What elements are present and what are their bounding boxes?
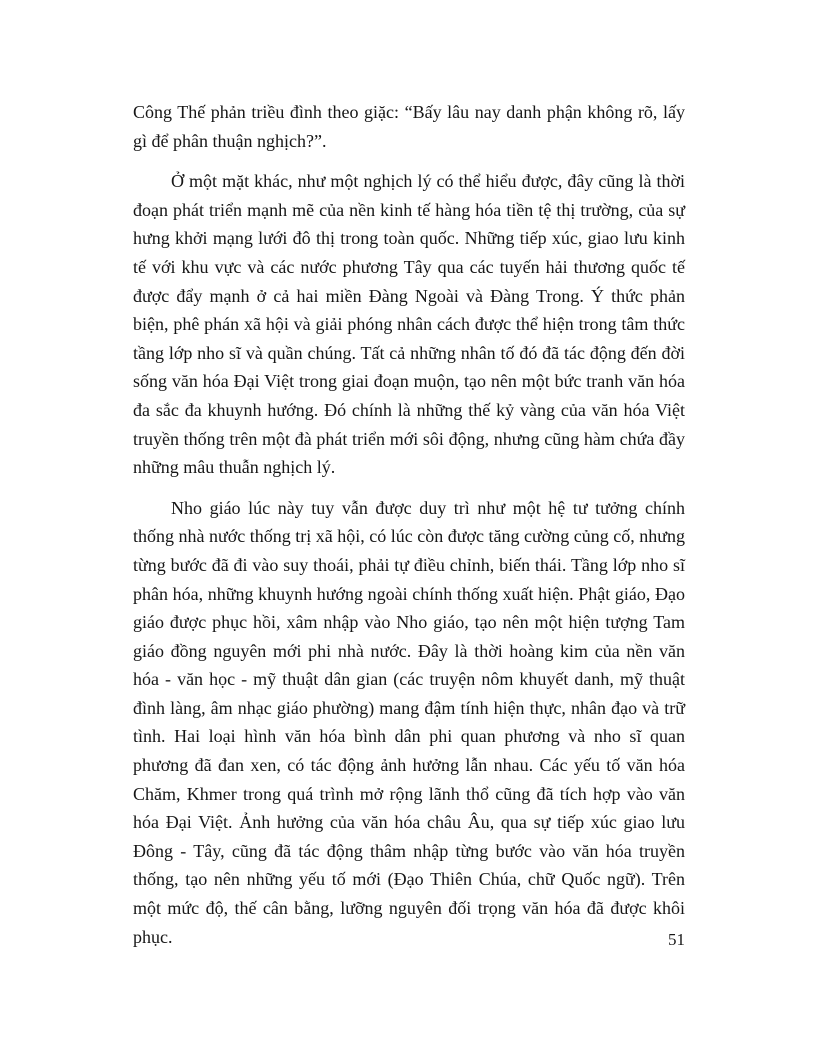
page-number: 51 bbox=[668, 930, 685, 949]
paragraph-economy: Ở một mặt khác, như một nghịch lý có thể hiểu được, đây cũng là thời đoạn phát triển mạnh mẽ của nền kinh tế hàng hóa tiền tệ thị trường, của sự hưng khởi mạng lưới đô thị trong toàn quốc. Những tiếp xúc, giao lưu kinh tế với khu vực và các nước phương Tây qua các tuyến hải thương quốc tế được đẩy mạnh ở cả hai miền Đàng Ngoài và Đàng Trong. Ý thức phản biện, phê phán xã hội và giải phóng nhân cách được thể hiện trong tâm thức tầng lớp nho sĩ và quần chúng. Tất cả những nhân tố đó đã tác động đến đời sống văn hóa Đại Việt trong giai đoạn muộn, tạo nên một bức tranh văn hóa đa sắc đa khuynh hướng. Đó chính là những thế kỷ vàng của văn hóa Việt truyền thống trên một đà phát triển mới sôi động, nhưng cũng hàm chứa đầy những mâu thuẫn nghịch lý. bbox=[133, 171, 685, 478]
paragraph-continuation: Công Thế phản triều đình theo giặc: “Bấy lâu nay danh phận không rõ, lấy gì để phân thuận nghịch?”. bbox=[133, 102, 685, 151]
paragraph-confucianism: Nho giáo lúc này tuy vẫn được duy trì như một hệ tư tưởng chính thống nhà nước thống trị xã hội, có lúc còn được tăng cường củng cố, nhưng từng bước đã đi vào suy thoái, phải tự điều chỉnh, biến thái. Tầng lớp nho sĩ phân hóa, những khuynh hướng ngoài chính thống xuất hiện. Phật giáo, Đạo giáo được phục hồi, xâm nhập vào Nho giáo, tạo nên một hiện tượng Tam giáo đồng nguyên mới phi nhà nước. Đây là thời hoàng kim của nền văn hóa - văn học - mỹ thuật dân gian (các truyện nôm khuyết danh, mỹ thuật đình làng, âm nhạc giáo phường) mang đậm tính hiện thực, nhân đạo và trữ tình. Hai loại hình văn hóa bình dân phi quan phương và nho sĩ quan phương đã đan xen, có tác động ảnh hưởng lẫn nhau. Các yếu tố văn hóa Chăm, Khmer trong quá trình mở rộng lãnh thổ cũng đã tích hợp vào văn hóa Đại Việt. Ảnh hưởng của văn hóa châu Âu, qua sự tiếp xúc giao lưu Đông - Tây, cũng đã tác động thâm nhập từng bước vào văn hóa truyền thống, tạo nên những yếu tố mới (Đạo Thiên Chúa, chữ Quốc ngữ). Trên một mức độ, thế cân bằng, lưỡng nguyên đối trọng văn hóa đã được khôi phục. bbox=[133, 497, 685, 947]
body-text bbox=[133, 98, 685, 951]
